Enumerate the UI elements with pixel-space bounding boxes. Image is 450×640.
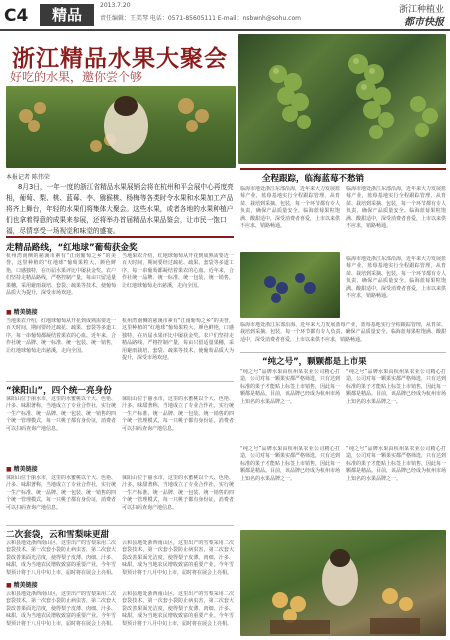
article-title-chunzhi: “纯之号”，颗颗都是上市果 [262,357,367,367]
date-line: 2013.7.20 [100,2,131,9]
article-divider [240,168,446,170]
article-body-blueberry-2: 临海市地处浙江东部沿海，近年来大力发展蓝莓产业，蓝莓基地实行全程跟踪管理，从育苗、栽培到采摘、包装，每一个环节都有专人负责，确保产品质量安全。临海蓝莓果粒饱满、酸甜适中，深受消费者喜爱，上市以来供不应求，销路畅通。 [346,186,446,230]
article-body-chunzhi-2: “纯之号”品牌水果由杭州某农业公司精心打造，公司对每一颗果实都严格筛选，只有达到标准的果子才能贴上标签上市销售，因此每一颗都是精品。目前，该品牌已经成为杭州市场上知名的水果品牌之一。 [346,369,446,405]
grapes-photo [238,34,446,164]
article-body-peach-1: 徕阳山位于丽水市，这里的水蜜桃以个大、色艳、汁多、味甜著称，当地成立了专业合作社，实行统一生产标准、统一品牌、统一包装、统一销售的四个统一管理模式，每一只桃子都有身份证，消费者可以扫码查询产地信息。 [6,396,116,432]
article-body-peach-4: 徕阳山位于丽水市，这里的水蜜桃以个大、色艳、汁多、味甜著称，当地成立了专业合作社，实行统一生产标准、统一品牌、统一包装、统一销售的四个统一管理模式，每一只桃子都有身份证，消费者可以扫码查询产地信息。 [122,475,234,511]
article-body-grape-4: 杭州湾南侧的慈溪市素有“江南葡萄之乡”的美誉，这里种植的“红地球”葡萄果粒大、颜色鲜艳，口感独特，在历届水果评比中屡获金奖。农户们坚持走精品路线，严格控制产量，每亩只留适量果穗，采用避雨栽培、套袋、疏果等技术，使葡萄品质大为提升，深受市场欢迎。 [122,318,234,362]
harvest-illustration [240,530,446,636]
article-body-chunzhi-1: “纯之号”品牌水果由杭州某农业公司精心打造，公司对每一颗果实都严格筛选，只有达到标准的果子才能贴上标签上市销售，因此每一颗都是精品。目前，该品牌已经成为杭州市场上知名的水果品牌之一。 [240,369,340,405]
article-divider [6,381,234,382]
page-header [0,0,450,32]
article-title-pear: 二次套袋，云和雪梨味更甜 [6,530,110,540]
lead-subtitle: 好吃的水果，邀你尝个够 [10,70,143,84]
article-body-grape-3: 当地果农介绍，红地球葡萄从开花到成熟需要近一百天时间，期间要经过疏花、疏果、套袋等多道工序，每一串葡萄都凝结着果农的心血。近年来，合作社统一品牌、统一标准、统一包装、统一销售，让红地球葡萄走出慈溪，走向全国。 [6,318,116,354]
section-letter: C4 [4,6,29,26]
article-body-pear-2: 云和县地处浙西南山区，这里出产的雪梨采用二次套袋技术，第一次套小袋防止病虫害，第二次套大袋改善果面光洁度，使得梨子皮薄、肉细、汁多、味甜，成为当地农民增收致富的重要产业。今年雪梨预计将于八月中旬上市，届时将在展会上亮相。 [122,540,234,576]
article-body-pear-1: 云和县地处浙西南山区，这里出产的雪梨采用二次套袋技术，第一次套小袋防止病虫害，第二次套大袋改善果面光洁度，使得梨子皮薄、肉细、汁多、味甜，成为当地农民增收致富的重要产业。今年雪梨预计将于八月中旬上市，届时将在展会上亮相。 [6,540,116,576]
article-body-peach-3: 徕阳山位于丽水市，这里的水蜜桃以个大、色艳、汁多、味甜著称，当地成立了专业合作社，实行统一生产标准、统一品牌、统一包装、统一销售的四个统一管理模式，每一只桃子都有身份证，消费者可以扫码查询产地信息。 [6,475,116,511]
orchard-illustration [6,86,236,168]
article-title-peach: “徕阳山”，四个统一亮身份 [6,386,112,396]
lead-title: 浙江精品水果大聚会 [12,46,228,72]
article-body-grape-2: 当地果农介绍，红地球葡萄从开花到成熟需要近一百天时间，期间要经过疏花、疏果、套袋等多道工序，每一串葡萄都凝结着果农的心血。近年来，合作社统一品牌、统一标准、统一包装、统一销售，让红地球葡萄走出慈溪，走向全国。 [122,253,234,289]
section-name: 精品 [40,4,94,26]
header-divider [0,29,450,31]
article-title-grape: 走精品路线，“红地球”葡萄获金奖 [6,243,138,253]
article-body-pear-3: 云和县地处浙西南山区，这里出产的雪梨采用二次套袋技术，第一次套小袋防止病虫害，第二次套大袋改善果面光洁度，使得梨子皮薄、肉细、汁多、味甜，成为当地农民增收致富的重要产业。今年雪梨预计将于八月中旬上市，届时将在展会上亮相。 [6,591,116,627]
article-body-blueberry-1: 临海市地处浙江东部沿海，近年来大力发展蓝莓产业，蓝莓基地实行全程跟踪管理，从育苗、栽培到采摘、包装，每一个环节都有专人负责，确保产品质量安全。临海蓝莓果粒饱满、酸甜适中，深受消费者喜爱，上市以来供不应求，销路畅通。 [240,186,340,230]
editor-line: 责任编辑：王美琴 电话：0571-85605111 E-mail：nsbwnh@sohu.com [100,15,301,22]
article-body-grape-1: 杭州湾南侧的慈溪市素有“江南葡萄之乡”的美誉，这里种植的“红地球”葡萄果粒大、颜色鲜艳，口感独特，在历届水果评比中屡获金奖。农户们坚持走精品路线，严格控制产量，每亩只留适量果穗，采用避雨栽培、套袋、疏果等技术，使葡萄品质大为提升，深受市场欢迎。 [6,253,116,297]
article-tag-peach: ■ 精美链接 [6,464,38,473]
harvest-photo [240,530,446,636]
grapes-illustration [238,34,446,164]
article-body-chunzhi-4: “纯之号”品牌水果由杭州某农业公司精心打造，公司对每一颗果实都严格筛选，只有达到标准的果子才能贴上标签上市销售，因此每一颗都是精品。目前，该品牌已经成为杭州市场上知名的水果品牌之一。 [346,446,446,482]
article-body-chunzhi-3: “纯之号”品牌水果由杭州某农业公司精心打造，公司对每一颗果实都严格筛选，只有达到标准的果子才能贴上标签上市销售，因此每一颗都是精品。目前，该品牌已经成为杭州市场上知名的水果品牌之一。 [240,446,340,482]
article-tag-grape: ■ 精美链接 [6,307,38,316]
article-divider [6,236,234,238]
article-divider [240,352,446,353]
article-body-blueberry-4: 临海市地处浙江东部沿海，近年来大力发展蓝莓产业，蓝莓基地实行全程跟踪管理，从育苗、栽培到采摘、包装，每一个环节都有专人负责，确保产品质量安全。临海蓝莓果粒饱满、酸甜适中，深受消费者喜爱，上市以来供不应求，销路畅通。 [240,322,446,343]
photo-caption: 本报记者 陈伟荣 [6,174,50,181]
lead-intro: 8月3日，一年一度的浙江省精品水果展销会将在杭州和平会展中心再度亮相，葡萄、梨、桃、蓝莓、李、猕猴桃、杨梅等各类时令水果和水果加工产品将齐上舞台，年轻的水果们将集体大聚会。这些水果，或者各地的水果种植户们也拿着得意的成果来参展，还将举办首届精品水果品鉴会，让市民一饱口福，尽情享受一场视觉和味觉的盛宴。 [6,183,234,235]
article-tag-pear: ■ 精美链接 [6,580,38,589]
article-title-blueberry: 全程跟踪，临海蓝莓不愁销 [262,174,365,184]
blueberry-illustration [240,252,340,318]
orchard-photo [6,86,236,168]
article-body-pear-4: 云和县地处浙西南山区，这里出产的雪梨采用二次套袋技术，第一次套小袋防止病虫害，第二次套大袋改善果面光洁度，使得梨子皮薄、肉细、汁多、味甜，成为当地农民增收致富的重要产业。今年雪梨预计将于八月中旬上市，届时将在展会上亮相。 [122,591,234,627]
paper-name-top: 浙江种植业 [398,5,444,15]
blueberry-photo-1 [240,252,340,318]
article-body-peach-2: 徕阳山位于丽水市，这里的水蜜桃以个大、色艳、汁多、味甜著称，当地成立了专业合作社，实行统一生产标准、统一品牌、统一包装、统一销售的四个统一管理模式，每一只桃子都有身份证，消费者可以扫码查询产地信息。 [122,396,234,432]
article-divider [6,525,234,526]
article-body-blueberry-3: 临海市地处浙江东部沿海，近年来大力发展蓝莓产业，蓝莓基地实行全程跟踪管理，从育苗、栽培到采摘、包装，每一个环节都有专人负责，确保产品质量安全。临海蓝莓果粒饱满、酸甜适中，深受消费者喜爱，上市以来供不应求，销路畅通。 [346,256,446,300]
paper-name-logo: 都市快报 [404,17,444,28]
